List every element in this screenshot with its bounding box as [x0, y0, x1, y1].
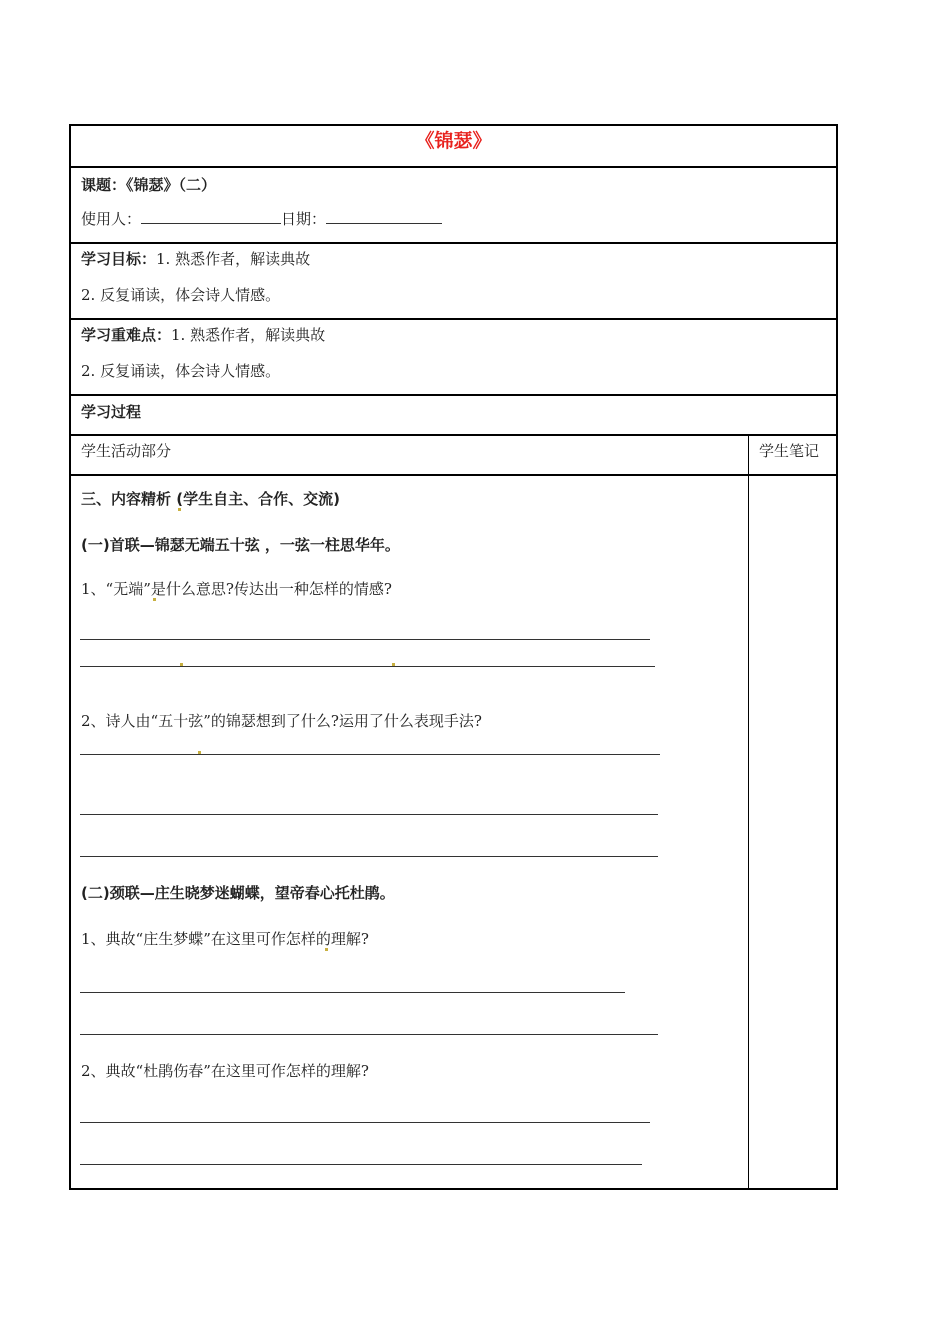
- lesson-value: 《锦瑟》（二）: [126, 176, 217, 194]
- answer-line[interactable]: [80, 754, 660, 755]
- page-title: 《锦瑟》: [415, 130, 492, 152]
- part2-question-2: 2、典故“杜鹃伤春”在这里可作怎样的理解?: [81, 1062, 369, 1080]
- answer-line[interactable]: [80, 1164, 642, 1165]
- worksheet-table: [69, 124, 838, 1190]
- objectives-row: [71, 242, 836, 318]
- answer-line[interactable]: [80, 856, 658, 857]
- part1-heading: (一)首联—锦瑟无端五十弦 ，一弦一柱思华年。: [81, 536, 400, 554]
- process-label: 学习过程: [81, 403, 142, 421]
- part2-question-1: 1、典故“庄生梦蝶”在这里可作怎样的理解?: [81, 930, 369, 948]
- user-label: 使用人：: [81, 210, 142, 228]
- part2-heading: (二)颈联—庄生晓梦迷蝴蝶，望帝春心托杜鹃。: [81, 884, 395, 902]
- key-points-label: 学习重难点：: [81, 326, 172, 344]
- answer-line[interactable]: [80, 1034, 658, 1035]
- objectives-label: 学习目标：: [81, 250, 157, 268]
- stray-mark: [325, 948, 328, 951]
- lesson-label: 课题：: [81, 176, 127, 194]
- lesson-row: [71, 166, 836, 242]
- answer-line[interactable]: [80, 814, 658, 815]
- col-notes-header: 学生笔记: [759, 442, 820, 460]
- key-points-item-1: 1. 熟悉作者，解读典故: [171, 326, 326, 344]
- user-date-line: [81, 208, 442, 229]
- objectives-line1: [81, 248, 310, 269]
- key-points-row: [71, 318, 836, 394]
- stray-mark: [392, 663, 395, 666]
- key-points-line1: [81, 324, 325, 345]
- part1-question-1: 1、“无端”是什么意思?传达出一种怎样的情感?: [81, 580, 392, 598]
- col-activity-header: 学生活动部分: [81, 442, 172, 460]
- objectives-item-2: 2. 反复诵读，体会诗人情感。: [81, 286, 281, 304]
- stray-mark: [198, 751, 201, 754]
- date-blank[interactable]: [326, 209, 442, 224]
- column-header-row: [71, 434, 836, 474]
- process-row: [71, 394, 836, 434]
- key-points-item-2: 2. 反复诵读，体会诗人情感。: [81, 362, 281, 380]
- stray-mark: [178, 508, 181, 511]
- lesson-line: [81, 174, 216, 195]
- answer-line[interactable]: [80, 1122, 650, 1123]
- content-area: [71, 474, 836, 1190]
- stray-mark: [180, 663, 183, 666]
- answer-line[interactable]: [80, 992, 625, 993]
- answer-line[interactable]: [80, 666, 655, 667]
- section-heading: 三、内容精析 (学生自主、合作、交流): [81, 490, 340, 508]
- objectives-item-1: 1. 熟悉作者，解读典故: [156, 250, 311, 268]
- stray-mark: [153, 598, 156, 601]
- part1-question-2: 2、诗人由“五十弦”的锦瑟想到了什么?运用了什么表现手法?: [81, 712, 482, 730]
- date-label: 日期：: [281, 210, 327, 228]
- user-blank[interactable]: [141, 209, 281, 224]
- answer-line[interactable]: [80, 639, 650, 640]
